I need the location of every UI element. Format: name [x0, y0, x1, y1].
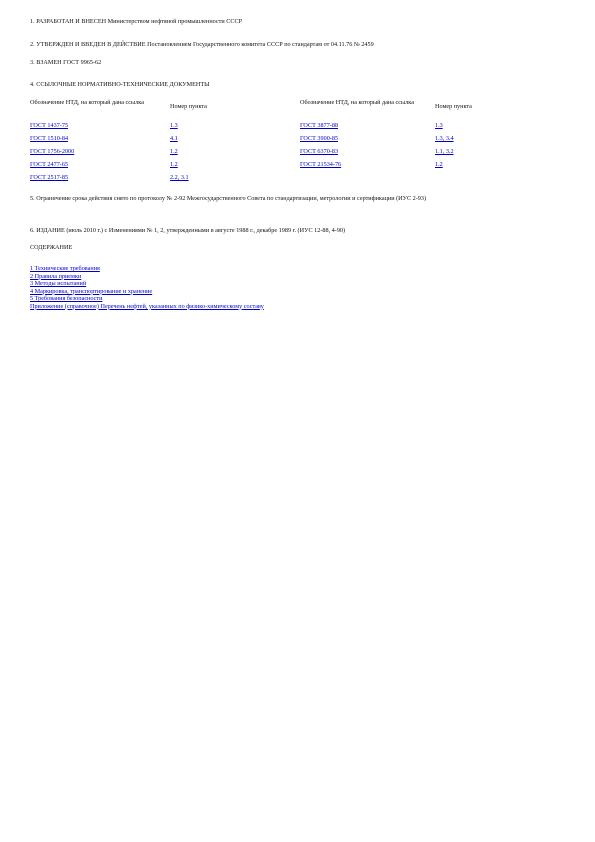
- col-header-doc-left: Обозначение НТД, на который дана ссылка: [30, 99, 144, 106]
- info-item-replaces: 3. ВЗАМЕН ГОСТ 9965-62: [30, 59, 102, 66]
- toc-title: СОДЕРЖАНИЕ: [30, 244, 73, 251]
- info-item-term-limit: 5. Ограничение срока действия снято по протоколу № 2-92 Межгосударственного Совета по стандартизации, метрологии и сертификации (ИУС 2-93): [30, 195, 427, 202]
- col-header-item-right: Номер пункта: [435, 103, 472, 110]
- ref-item-link[interactable]: 1.2: [170, 161, 178, 168]
- toc-link-appendix[interactable]: Приложение (справочное) Перечень нефтей, указанных по физико-химическому составу: [30, 302, 264, 310]
- toc-link-marking-transport-storage[interactable]: 4 Маркировка, транспортирование и хранение: [30, 287, 153, 295]
- info-item-developed: 1. РАЗРАБОТАН И ВНЕСЕН Министерством нефтяной промышленности СССР: [30, 18, 243, 25]
- info-item-approved: 2. УТВЕРЖДЕН И ВВЕДЕН В ДЕЙСТВИЕ Постановлением Государственного комитета СССР по стандартам от 04.11.76 № 2459: [30, 41, 374, 48]
- ref-item-link[interactable]: 1.1, 3.2: [435, 148, 454, 155]
- info-item-references-heading: 4. ССЫЛОЧНЫЕ НОРМАТИВНО-ТЕХНИЧЕСКИЕ ДОКУМЕНТЫ: [30, 81, 210, 88]
- table-of-contents: [30, 265, 264, 310]
- ref-doc-link[interactable]: ГОСТ 2517-85: [30, 174, 69, 181]
- ref-item-link[interactable]: 1.2: [170, 148, 178, 155]
- toc-link-safety-requirements[interactable]: 5 Требования безопасности: [30, 295, 103, 302]
- ref-item-link[interactable]: 4.1: [170, 135, 178, 142]
- ref-item-link[interactable]: 1.2: [435, 161, 443, 168]
- ref-item-link[interactable]: 1.3: [170, 122, 178, 129]
- ref-doc-link[interactable]: ГОСТ 3877-88: [300, 122, 339, 129]
- ref-doc-link[interactable]: ГОСТ 3900-85: [300, 135, 339, 142]
- ref-doc-link[interactable]: ГОСТ 1756-2000: [30, 148, 75, 155]
- ref-doc-link[interactable]: ГОСТ 2477-65: [30, 161, 69, 168]
- ref-doc-link[interactable]: ГОСТ 1510-84: [30, 135, 69, 142]
- ref-doc-link[interactable]: ГОСТ 1437-75: [30, 122, 69, 129]
- toc-link-test-methods[interactable]: 3 Методы испытаний: [30, 280, 87, 287]
- ref-doc-link[interactable]: ГОСТ 6370-83: [300, 148, 339, 155]
- col-header-doc-right: Обозначение НТД, на который дана ссылка: [300, 99, 414, 106]
- toc-link-technical-requirements[interactable]: 1 Технические требования: [30, 265, 100, 272]
- ref-item-link[interactable]: 1.3: [435, 122, 443, 129]
- col-header-item-left: Номер пункта: [170, 103, 207, 110]
- ref-item-link[interactable]: 2.2, 3.1: [170, 174, 189, 181]
- info-item-edition: 6. ИЗДАНИЕ (июль 2010 г.) с Изменениями № 1, 2, утвержденными в августе 1988 г., декабре 1989 г. (ИУС 12-88, 4-90): [30, 227, 346, 234]
- ref-doc-link[interactable]: ГОСТ 21534-76: [300, 161, 342, 168]
- toc-link-acceptance-rules[interactable]: 2 Правила приемки: [30, 272, 82, 280]
- ref-item-link[interactable]: 1.3, 3.4: [435, 135, 454, 142]
